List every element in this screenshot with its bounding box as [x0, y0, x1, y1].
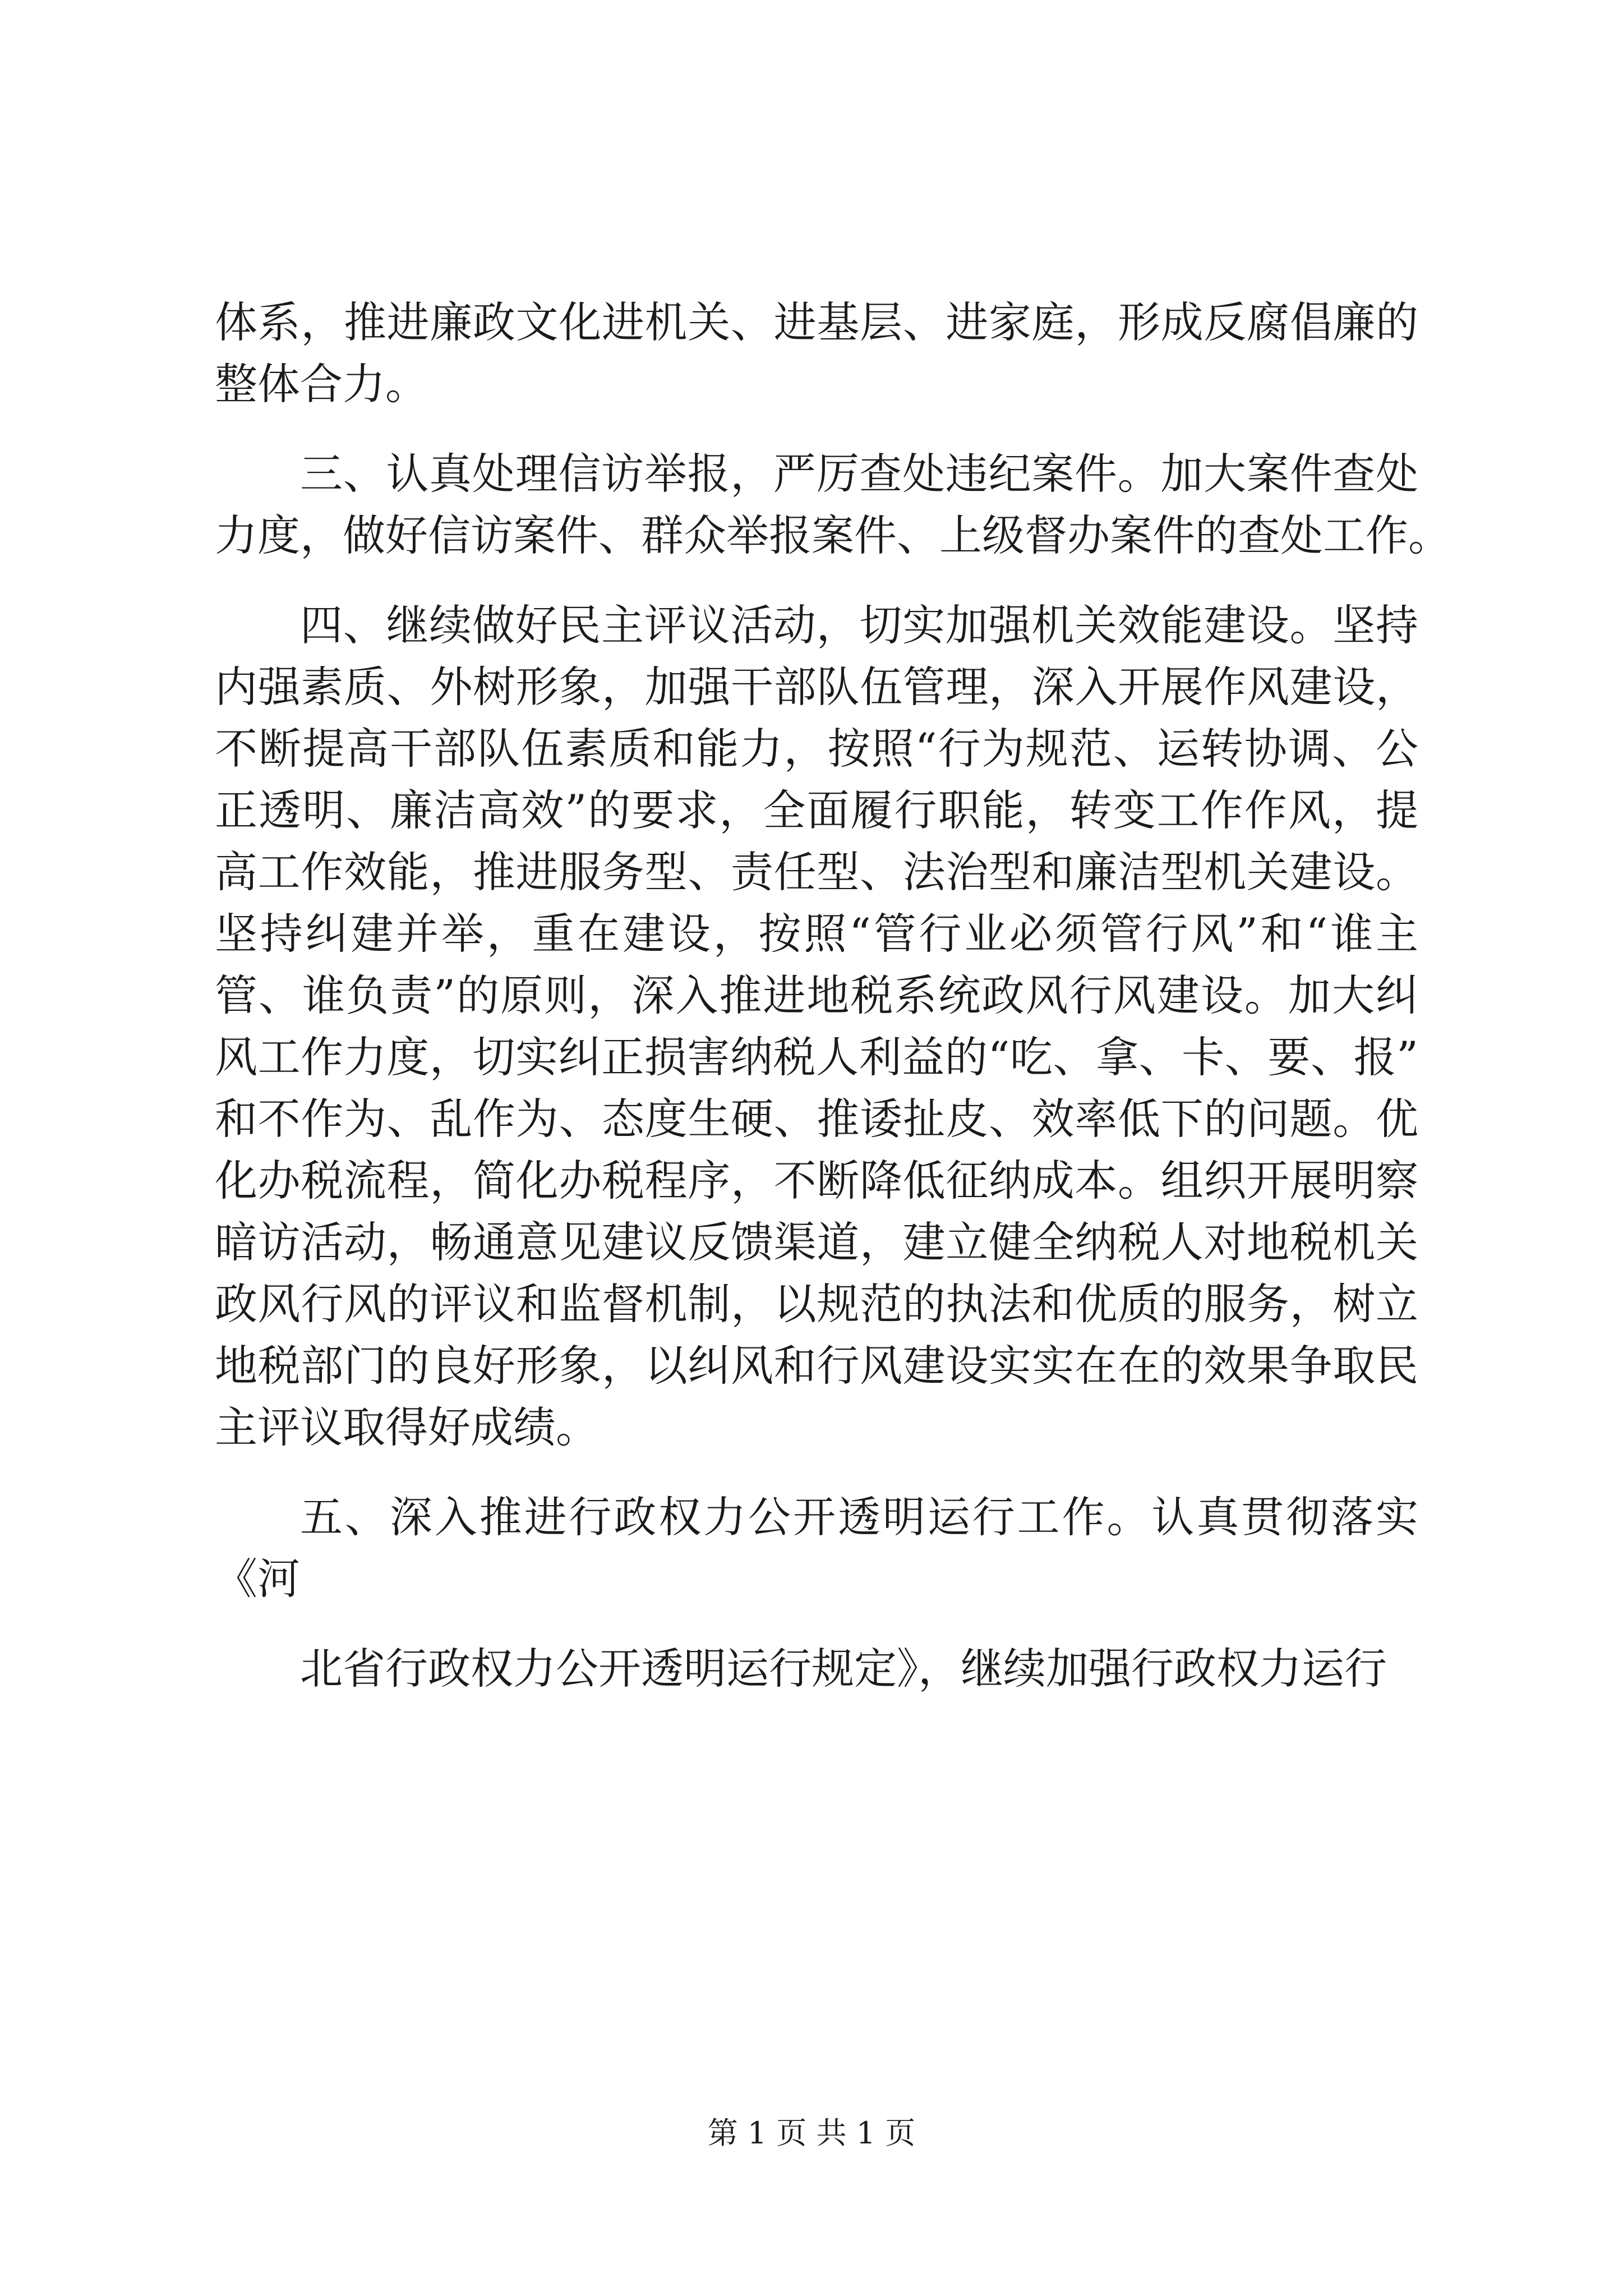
- text-line: 三、认真处理信访举报，严厉查处违纪案件。加大案件查处: [300, 449, 1418, 499]
- text-line: 政风行风的评议和监督机制，以规范的执法和优质的服务，树立: [215, 1279, 1418, 1329]
- text-line: 风工作力度，切实纠正损害纳税人利益的“吃、拿、卡、要、报”: [215, 1032, 1418, 1082]
- text-line: 北省行政权力公开透明运行规定》，继续加强行政权力运行: [300, 1644, 1387, 1694]
- text-line: 暗访活动，畅通意见建议反馈渠道，建立健全纳税人对地税机关: [215, 1217, 1418, 1267]
- text-line: 《河: [215, 1554, 300, 1604]
- text-line: 四、继续做好民主评议活动，切实加强机关效能建设。坚持: [300, 600, 1418, 650]
- text-line: 主评议取得好成绩。: [215, 1402, 598, 1452]
- text-line: 内强素质、外树形象，加强干部队伍管理，深入开展作风建设，: [215, 662, 1418, 712]
- text-line: 体系，推进廉政文化进机关、进基层、进家庭，形成反腐倡廉的: [215, 297, 1418, 347]
- text-line: 不断提高干部队伍素质和能力，按照“行为规范、运转协调、公: [215, 724, 1418, 774]
- paragraph-4: [215, 1487, 1418, 1610]
- text-line: 和不作为、乱作为、态度生硬、推诿扯皮、效率低下的问题。优: [215, 1094, 1418, 1144]
- text-line: 力度，做好信访案件、群众举报案件、上级督办案件的查处工作。: [215, 510, 1451, 560]
- text-line: 坚持纠建并举，重在建设，按照“管行业必须管行风”和“谁主: [215, 909, 1418, 959]
- document-body: [215, 292, 1451, 1700]
- page-number-footer: 第 1 页 共 1 页: [707, 2115, 916, 2151]
- text-line: 正透明、廉洁高效”的要求，全面履行职能，转变工作作风，提: [215, 785, 1418, 835]
- text-line: 管、谁负责”的原则，深入推进地税系统政风行风建设。加大纠: [215, 970, 1418, 1020]
- text-line: 整体合力。: [215, 359, 428, 409]
- text-line: 高工作效能，推进服务型、责任型、法治型和廉洁型机关建设。: [215, 847, 1418, 897]
- paragraph-1: [215, 292, 1418, 415]
- text-line: 地税部门的良好形象，以纠风和行风建设实实在在的效果争取民: [215, 1341, 1418, 1391]
- text-line: 五、深入推进行政权力公开透明运行工作。认真贯彻落实: [300, 1492, 1418, 1542]
- paragraph-2: [215, 443, 1451, 567]
- paragraph-5: [215, 1638, 1418, 1700]
- paragraph-3: [215, 595, 1418, 1458]
- text-line: 化办税流程，简化办税程序，不断降低征纳成本。组织开展明察: [215, 1156, 1418, 1205]
